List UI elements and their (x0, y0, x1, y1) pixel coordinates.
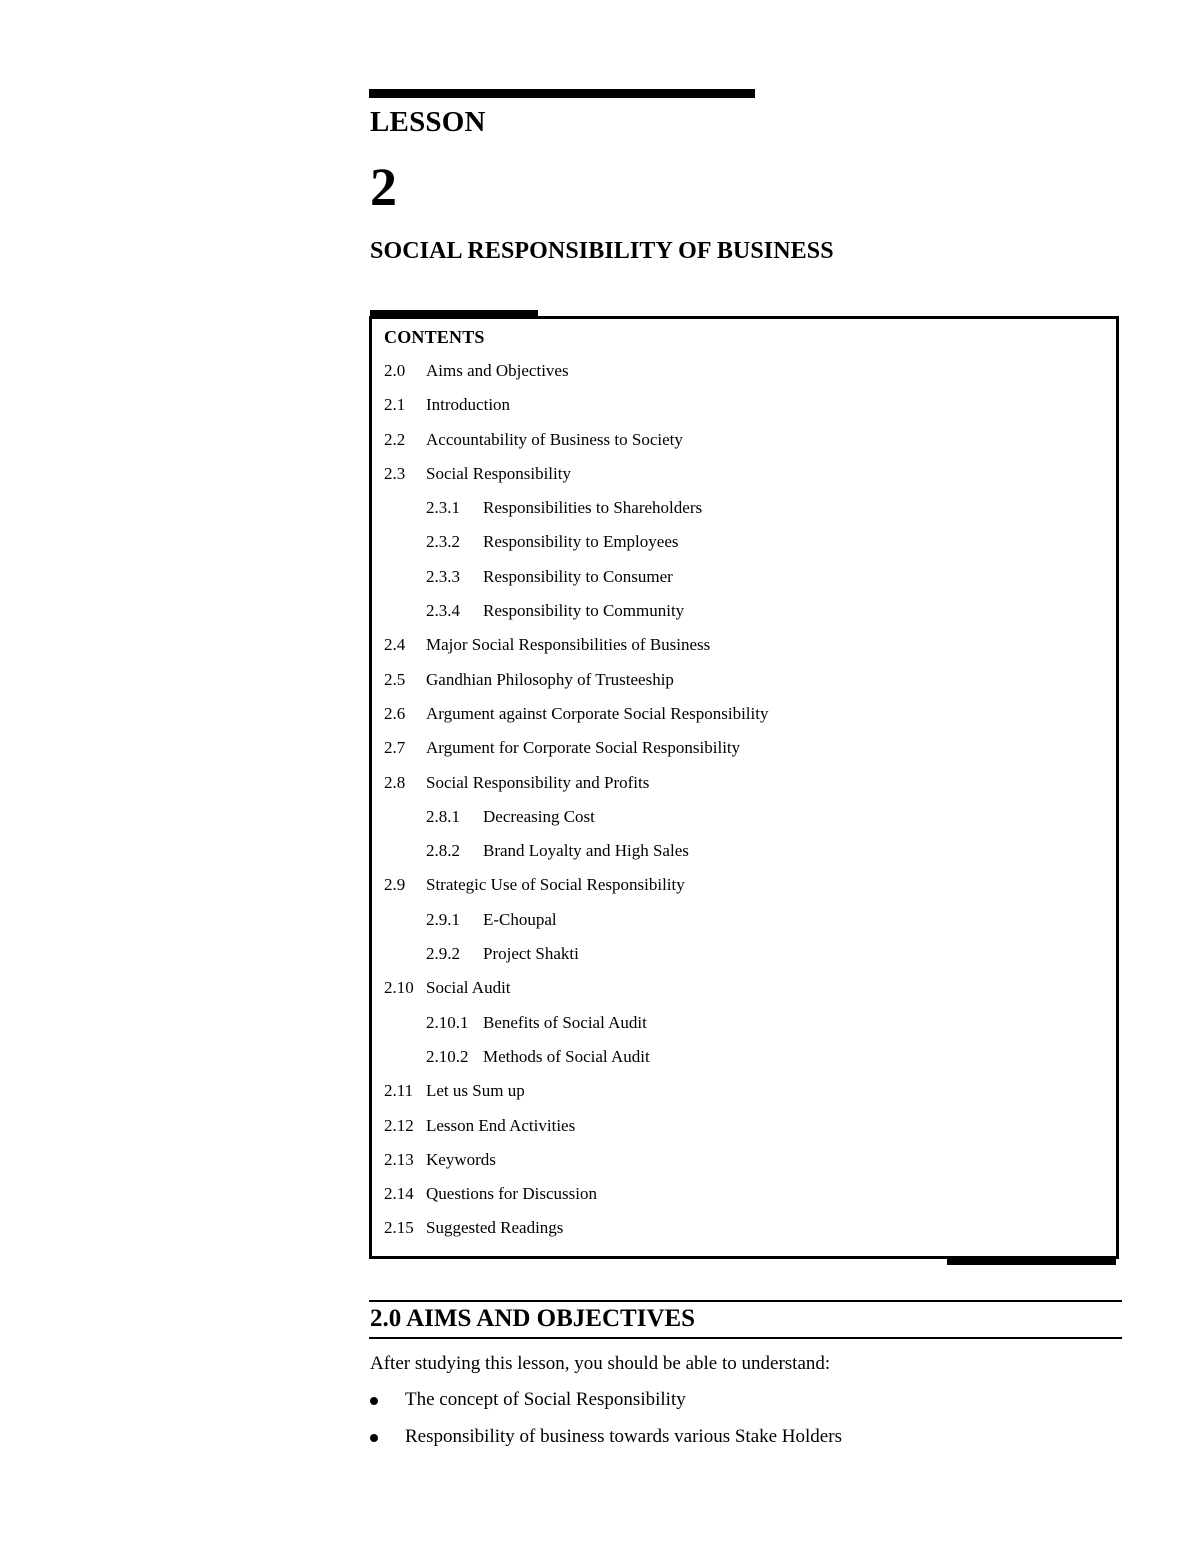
objective-text: The concept of Social Responsibility (405, 1389, 686, 1410)
toc-item (384, 1150, 768, 1184)
toc-item-number: 2.3.3 (426, 566, 460, 586)
toc-item-text: Responsibility to Consumer (483, 566, 673, 586)
toc-item (384, 1184, 768, 1218)
toc-item (384, 704, 768, 738)
table-of-contents (384, 361, 768, 1253)
toc-item-number: 2.1 (384, 395, 406, 415)
toc-item-text: Argument against Corporate Social Responsibility (426, 703, 769, 723)
toc-item-text: Social Responsibility and Profits (426, 772, 650, 792)
toc-item-number: 2.8 (384, 772, 406, 792)
toc-item-text: Accountability of Business to Society (426, 429, 683, 449)
toc-subitem (384, 944, 768, 978)
objective-text: Responsibility of business towards various Stake Holders (405, 1426, 842, 1447)
lesson-title: SOCIAL RESPONSIBILITY OF BUSINESS (370, 238, 834, 264)
toc-item-text: Aims and Objectives (426, 361, 569, 380)
toc-subitem (384, 498, 768, 532)
toc-item-text: Lesson End Activities (426, 1115, 576, 1135)
toc-item-text: Let us Sum up (426, 1081, 525, 1101)
toc-item-text: Argument for Corporate Social Responsibility (426, 738, 741, 758)
toc-item (384, 430, 768, 464)
toc-item-number: 2.10.1 (426, 1012, 469, 1032)
toc-item-text: Suggested Readings (426, 1218, 564, 1238)
toc-item-number: 2.3.2 (426, 532, 460, 552)
toc-item-text: Gandhian Philosophy of Trusteeship (426, 669, 674, 689)
toc-item-number: 2.9.2 (426, 944, 460, 964)
toc-subitem (384, 841, 768, 875)
toc-item-number: 2.3.1 (426, 498, 460, 518)
toc-item (384, 773, 768, 807)
contents-heading: CONTENTS (384, 327, 485, 347)
toc-item (384, 1218, 768, 1252)
section-rule-bottom (369, 1337, 1122, 1339)
toc-item-number: 2.12 (384, 1115, 414, 1135)
toc-item-number: 2.9.1 (426, 909, 460, 929)
toc-item (384, 1081, 768, 1115)
toc-subitem (384, 807, 768, 841)
toc-item (384, 635, 768, 669)
toc-item-text: Social Audit (426, 978, 511, 998)
toc-item-number: 2.8.2 (426, 841, 460, 861)
toc-item (384, 395, 768, 429)
toc-item-text: Responsibility to Employees (483, 532, 679, 552)
toc-item-number: 2.3.4 (426, 601, 460, 621)
toc-item (384, 670, 768, 704)
contents-bottom-tab (947, 1256, 1116, 1265)
toc-item (384, 875, 768, 909)
objectives-list (370, 1389, 842, 1463)
toc-item-number: 2.14 (384, 1184, 414, 1204)
toc-item-text: Keywords (426, 1149, 496, 1169)
toc-item-text: Questions for Discussion (426, 1184, 597, 1204)
toc-item-text: Responsibilities to Shareholders (483, 498, 703, 518)
top-rule (369, 89, 755, 98)
toc-item-text: Decreasing Cost (483, 806, 595, 826)
toc-item-number: 2.11 (384, 1081, 414, 1101)
toc-item-number: 2.13 (384, 1149, 414, 1169)
toc-item-text: Methods of Social Audit (483, 1046, 650, 1066)
toc-item-text: Major Social Responsibilities of Business (426, 635, 711, 655)
toc-item-text: Brand Loyalty and High Sales (483, 841, 689, 861)
toc-item-number: 2.10 (384, 978, 414, 998)
toc-item-number: 2.15 (384, 1218, 414, 1238)
toc-subitem (384, 532, 768, 566)
toc-subitem (384, 601, 768, 635)
toc-item-number: 2.4 (384, 635, 406, 655)
toc-item-number: 2.3 (384, 463, 406, 483)
toc-item-number: 2.9 (384, 875, 406, 895)
toc-item-text: Responsibility to Community (483, 601, 685, 621)
toc-item-text: Project Shakti (483, 944, 579, 964)
objective-item (370, 1389, 842, 1426)
toc-item-number: 2.6 (384, 703, 406, 723)
toc-item-number: 2.7 (384, 738, 406, 758)
toc-item-number: 2.10.2 (426, 1046, 469, 1066)
lesson-number: 2 (370, 157, 397, 217)
toc-item-text: E-Choupal (483, 909, 557, 929)
bullet-icon (370, 1434, 378, 1442)
toc-item (384, 1116, 768, 1150)
toc-item (384, 361, 768, 395)
section-intro: After studying this lesson, you should be able to understand: (370, 1353, 831, 1374)
toc-item-text: Benefits of Social Audit (483, 1012, 647, 1032)
toc-subitem (384, 567, 768, 601)
toc-item-number: 2.5 (384, 669, 406, 689)
section-rule-top (369, 1300, 1122, 1302)
toc-item-text: Social Responsibility (426, 463, 571, 483)
toc-item (384, 464, 768, 498)
section-heading: 2.0 AIMS AND OBJECTIVES (370, 1305, 696, 1332)
toc-item-text: Strategic Use of Social Responsibility (426, 875, 685, 895)
bullet-icon (370, 1397, 378, 1405)
toc-item-text: Introduction (426, 395, 511, 415)
lesson-label: LESSON (370, 106, 486, 138)
toc-subitem (384, 1047, 768, 1081)
toc-item-number: 2.0 (384, 361, 406, 380)
toc-item (384, 978, 768, 1012)
toc-item-number: 2.2 (384, 429, 406, 449)
toc-subitem (384, 1013, 768, 1047)
toc-subitem (384, 910, 768, 944)
toc-item-number: 2.8.1 (426, 806, 460, 826)
toc-item (384, 738, 768, 772)
objective-item (370, 1426, 842, 1463)
